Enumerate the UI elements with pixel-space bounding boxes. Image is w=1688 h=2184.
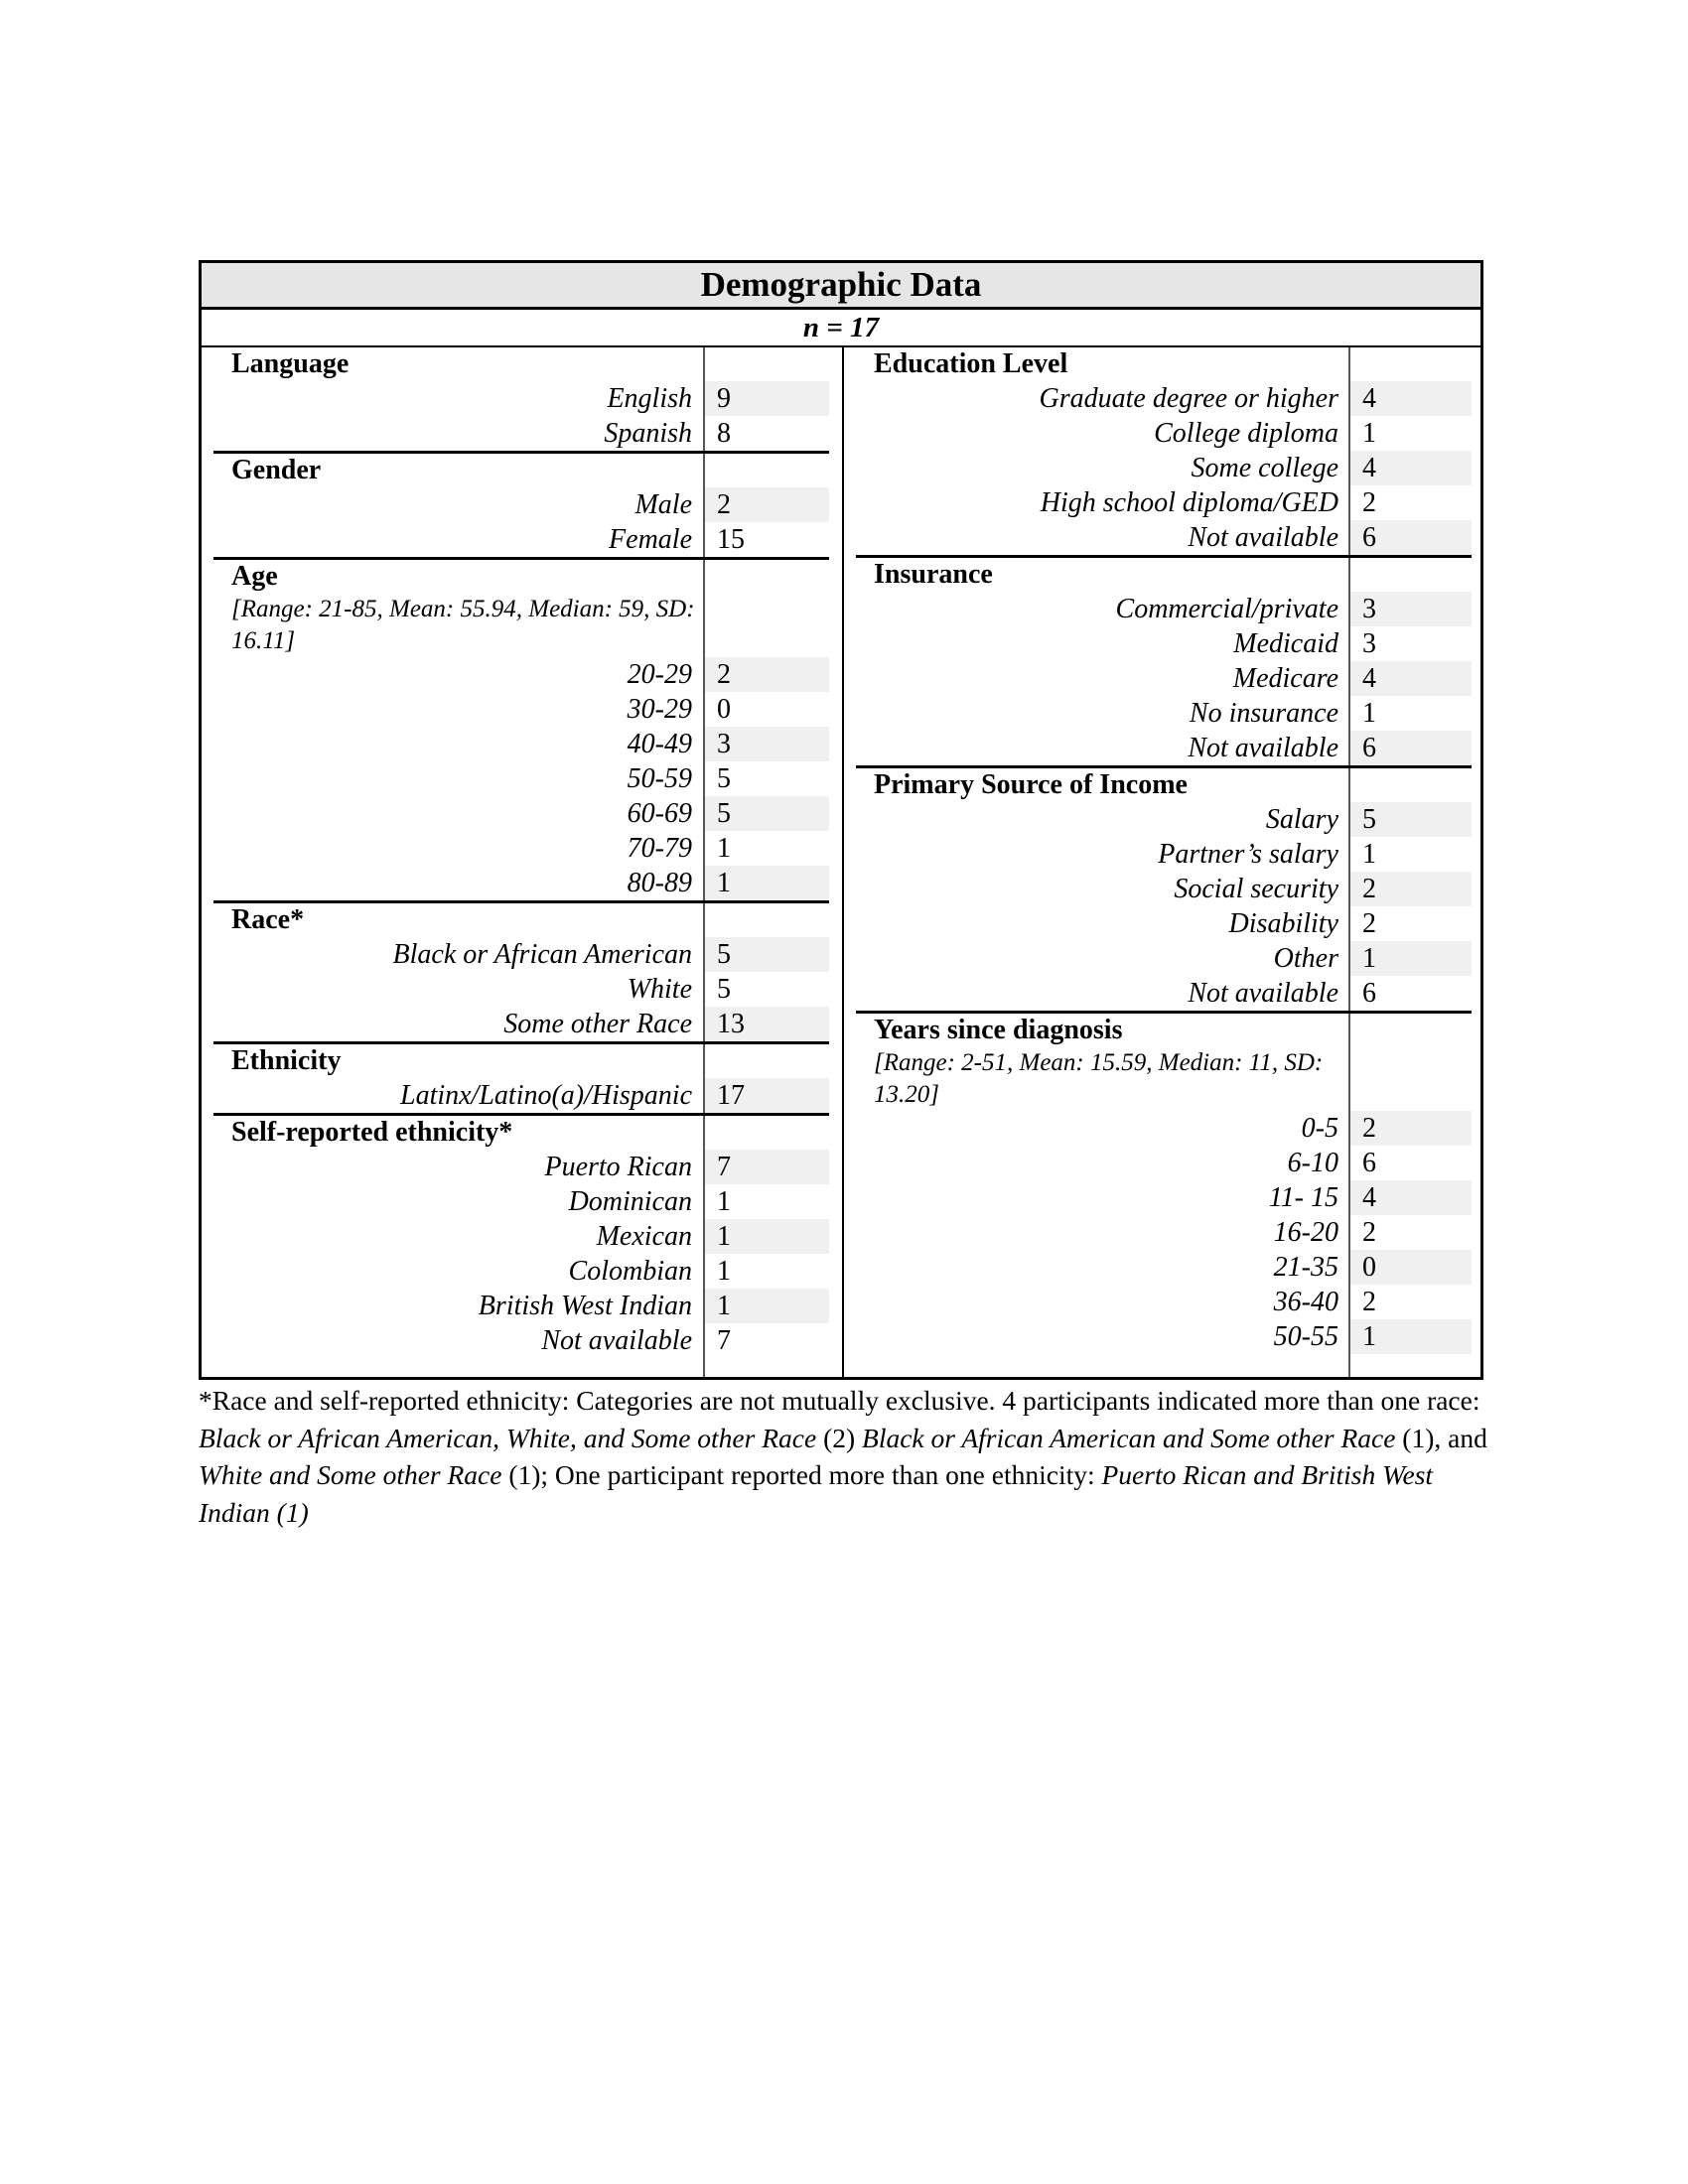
row-value: 5	[717, 763, 731, 794]
row-value: 15	[717, 524, 745, 555]
row-value: 4	[1350, 451, 1472, 485]
row-label: 30-29	[627, 694, 692, 725]
row-value: 6	[1350, 520, 1472, 555]
table-row	[213, 727, 829, 761]
sample-size: n = 17	[202, 310, 1480, 347]
row-value: 2	[1362, 1217, 1376, 1248]
table-row	[213, 692, 829, 727]
table-row	[856, 696, 1472, 731]
row-label: Commercial/private	[1115, 594, 1338, 624]
row-label: Female	[609, 524, 692, 555]
row-label: 70-79	[627, 833, 692, 864]
row-label: Not available	[1188, 733, 1338, 763]
row-label: Disability	[1228, 908, 1338, 939]
section-title: Language	[231, 348, 350, 379]
table-row	[213, 1184, 829, 1219]
section-title: Primary Source of Income	[874, 769, 1188, 800]
row-value: 3	[1362, 628, 1376, 659]
right-column	[844, 347, 1480, 1377]
row-label: Spanish	[604, 418, 692, 449]
table-row	[213, 1219, 829, 1254]
table-row	[213, 831, 829, 866]
section-ethnicity	[213, 1041, 829, 1113]
row-value: 1	[705, 1219, 829, 1254]
row-label: No insurance	[1189, 698, 1338, 729]
section-age	[213, 557, 829, 900]
row-label: High school diploma/GED	[1040, 487, 1338, 518]
table-row	[213, 1150, 829, 1184]
row-value: 4	[1350, 381, 1472, 416]
row-value: 3	[705, 727, 829, 761]
table-row	[213, 1254, 829, 1289]
section-title: Years since diagnosis	[874, 1015, 1123, 1045]
row-label: 40-49	[627, 729, 692, 759]
table-row	[213, 796, 829, 831]
table-row	[213, 972, 829, 1007]
table-row	[213, 1289, 829, 1323]
table-row	[856, 802, 1472, 837]
footnote-text: (1), and	[1395, 1422, 1487, 1453]
table-title: Demographic Data	[202, 263, 1480, 310]
row-label: 60-69	[627, 798, 692, 829]
row-label: 80-89	[627, 868, 692, 898]
row-label: British West Indian	[478, 1291, 692, 1321]
row-value: 1	[1350, 1319, 1472, 1354]
row-label: English	[607, 383, 692, 414]
section-insurance	[856, 555, 1472, 765]
table-row	[856, 381, 1472, 416]
row-label: Not available	[541, 1325, 692, 1356]
section-language	[213, 347, 829, 451]
table-row	[856, 626, 1472, 661]
table-row	[856, 837, 1472, 872]
section-gender	[213, 451, 829, 557]
section-summary-stats: [Range: 2-51, Mean: 15.59, Median: 11, SD: 13.20]	[874, 1049, 1324, 1108]
table-row	[856, 872, 1472, 906]
footnote-italic-text: White and Some other Race	[199, 1459, 502, 1490]
row-label: 20-29	[627, 659, 692, 690]
row-value: 13	[705, 1007, 829, 1041]
row-value: 1	[705, 866, 829, 900]
row-label: Black or African American	[392, 939, 692, 970]
row-value: 2	[1362, 908, 1376, 939]
demographic-data-table	[199, 260, 1483, 1380]
section-self-reported-ethnicity	[213, 1113, 829, 1358]
row-label: 21-35	[1273, 1252, 1338, 1283]
table-row	[213, 1007, 829, 1041]
section-title: Gender	[231, 455, 322, 485]
section-title: Insurance	[874, 559, 993, 590]
row-label: 0-5	[1301, 1113, 1338, 1144]
section-education-level	[856, 347, 1472, 555]
row-value: 6	[1362, 978, 1376, 1009]
table-row	[213, 487, 829, 522]
row-value: 2	[1362, 1287, 1376, 1317]
table-row	[856, 451, 1472, 485]
row-label: Not available	[1188, 522, 1338, 553]
row-label: 11- 15	[1268, 1182, 1338, 1213]
row-value: 8	[717, 418, 731, 449]
row-value: 4	[1350, 1180, 1472, 1215]
table-row	[856, 1180, 1472, 1215]
row-value: 1	[705, 1289, 829, 1323]
row-label: Puerto Rican	[544, 1152, 692, 1182]
row-value: 5	[705, 937, 829, 972]
section-title: Self-reported ethnicity*	[231, 1117, 513, 1148]
row-label: Partner’s salary	[1158, 839, 1338, 870]
row-value: 1	[1362, 839, 1376, 870]
row-label: Salary	[1265, 804, 1338, 835]
table-row	[856, 906, 1472, 941]
table-row	[213, 522, 829, 557]
table-row	[213, 381, 829, 416]
row-value: 6	[1362, 1148, 1376, 1178]
row-value: 0	[717, 694, 731, 725]
section-years-since-diagnosis	[856, 1011, 1472, 1354]
row-label: Social security	[1174, 874, 1338, 904]
table-row	[213, 761, 829, 796]
row-value: 1	[1362, 418, 1376, 449]
row-value: 0	[1350, 1250, 1472, 1285]
footnote-text: (2)	[816, 1422, 863, 1453]
row-label: Medicaid	[1233, 628, 1338, 659]
section-title: Race*	[231, 904, 305, 935]
section-title: Education Level	[874, 348, 1068, 379]
row-value: 2	[705, 487, 829, 522]
row-label: Colombian	[568, 1256, 692, 1287]
table-row	[856, 731, 1472, 765]
row-value: 17	[705, 1078, 829, 1113]
row-label: 36-40	[1273, 1287, 1338, 1317]
footnote-text: *Race and self-reported ethnicity: Categories are not mutually exclusive. 4 participants indicated more than one race:	[199, 1385, 1480, 1416]
footnote-italic-text: Black or African American, White, and Some other Race	[199, 1422, 817, 1453]
table-row	[856, 1250, 1472, 1285]
row-label: Male	[634, 489, 692, 520]
row-value: 1	[717, 1256, 731, 1287]
table-row	[856, 520, 1472, 555]
table-row	[213, 1323, 829, 1358]
row-value: 2	[1350, 1111, 1472, 1146]
table-row	[856, 1319, 1472, 1354]
section-primary-source-of-income	[856, 765, 1472, 1011]
row-label: Not available	[1188, 978, 1338, 1009]
table-row	[213, 657, 829, 692]
row-value: 4	[1350, 661, 1472, 696]
row-value: 2	[1350, 872, 1472, 906]
table-row	[856, 941, 1472, 976]
row-value: 7	[705, 1150, 829, 1184]
row-label: College diploma	[1154, 418, 1338, 449]
row-value: 2	[1362, 487, 1376, 518]
table-row	[856, 976, 1472, 1011]
table-row	[856, 1285, 1472, 1319]
table-row	[213, 416, 829, 451]
row-value: 7	[717, 1325, 731, 1356]
table-row	[856, 485, 1472, 520]
row-value: 3	[1350, 592, 1472, 626]
table-row	[856, 592, 1472, 626]
section-title: Age	[231, 561, 278, 592]
table-row	[213, 1078, 829, 1113]
table-row	[856, 1146, 1472, 1180]
table-row	[856, 661, 1472, 696]
row-value: 1	[1350, 941, 1472, 976]
row-value: 5	[1350, 802, 1472, 837]
table-row	[856, 1111, 1472, 1146]
row-value: 9	[705, 381, 829, 416]
row-value: 1	[717, 833, 731, 864]
row-label: Some other Race	[503, 1009, 692, 1039]
row-label: White	[627, 974, 692, 1005]
table-row	[213, 937, 829, 972]
footnote-italic-text: Puerto Rican and British West Indian (1)	[199, 1459, 1434, 1528]
row-label: Medicare	[1232, 663, 1338, 694]
row-value: 6	[1350, 731, 1472, 765]
section-summary-stats: [Range: 21-85, Mean: 55.94, Median: 59, SD: 16.11]	[231, 596, 695, 654]
row-value: 2	[705, 657, 829, 692]
row-label: Mexican	[596, 1221, 692, 1252]
row-label: Graduate degree or higher	[1039, 383, 1338, 414]
row-value: 5	[705, 796, 829, 831]
left-column	[202, 347, 844, 1377]
row-label: Dominican	[568, 1186, 692, 1217]
row-label: 50-55	[1273, 1321, 1338, 1352]
row-value: 1	[1362, 698, 1376, 729]
row-label: 50-59	[627, 763, 692, 794]
table-row	[856, 1215, 1472, 1250]
row-label: Latinx/Latino(a)/Hispanic	[400, 1080, 692, 1111]
row-value: 1	[717, 1186, 731, 1217]
section-race	[213, 900, 829, 1041]
row-label: Some college	[1191, 453, 1338, 483]
row-label: 16-20	[1273, 1217, 1338, 1248]
footnote-text: (1); One participant reported more than one ethnicity:	[501, 1459, 1102, 1490]
footnote-italic-text: Black or African American and Some other Race	[862, 1422, 1396, 1453]
row-label: 6-10	[1287, 1148, 1338, 1178]
row-label: Other	[1273, 943, 1338, 974]
table-row	[213, 866, 829, 900]
table-row	[856, 416, 1472, 451]
row-value: 5	[717, 974, 731, 1005]
table-footnote	[199, 1382, 1489, 1531]
section-title: Ethnicity	[231, 1045, 342, 1076]
